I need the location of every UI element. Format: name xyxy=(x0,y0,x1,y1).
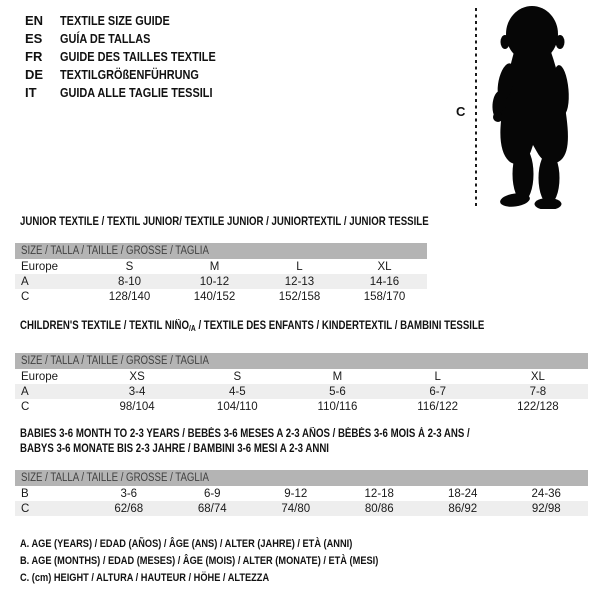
language-row-en xyxy=(25,11,245,29)
baby-silhouette-icon xyxy=(485,4,580,209)
size-cell: XL xyxy=(377,260,392,273)
table-row xyxy=(15,259,427,274)
row-label: Europe xyxy=(21,260,59,273)
size-header-bar: SIZE / TALLA / TAILLE / GRÖSSE / TAGLIA xyxy=(15,353,588,369)
size-cell: 74/80 xyxy=(281,502,311,515)
table-row xyxy=(15,274,427,289)
language-label: GUÍA DE TALLAS xyxy=(60,30,151,46)
language-row-it xyxy=(25,83,245,101)
size-cell: 7-8 xyxy=(529,385,547,398)
babies-textile-section xyxy=(15,427,588,516)
table-row xyxy=(15,289,427,304)
table-row xyxy=(15,486,588,501)
table-row xyxy=(15,501,588,516)
size-cell: M xyxy=(209,260,220,273)
junior-textile-section xyxy=(15,215,427,304)
size-cell: 80/86 xyxy=(364,502,394,515)
size-cell: 158/170 xyxy=(363,290,406,303)
note-c: C. (cm) HEIGHT / ALTURA / HAUTEUR / HÖHE / ALTEZZA xyxy=(20,572,270,584)
size-cell: 10-12 xyxy=(199,275,230,288)
row-label: C xyxy=(21,400,30,413)
size-cell: L xyxy=(434,370,441,383)
language-code: EN xyxy=(25,12,44,28)
row-label: C xyxy=(21,502,30,515)
baby-figure-area xyxy=(440,0,590,215)
size-header-bar: SIZE / TALLA / TAILLE / GRÖSSE / TAGLIA xyxy=(15,470,588,486)
children-textile-section xyxy=(15,319,588,414)
size-cell: 5-6 xyxy=(329,385,346,398)
legend-notes xyxy=(20,536,447,587)
language-row-fr xyxy=(25,47,245,65)
language-row-es xyxy=(25,29,245,47)
row-label: A xyxy=(21,275,29,288)
height-measure-label: C xyxy=(456,104,466,119)
language-label: TEXTILE SIZE GUIDE xyxy=(60,12,170,28)
row-label: Europe xyxy=(21,370,59,383)
size-cell: 3-4 xyxy=(128,385,146,398)
size-cell: XS xyxy=(129,370,145,383)
size-cell: 6-9 xyxy=(203,487,221,500)
section-title: CHILDREN'S TEXTILE / TEXTIL NIÑO/A / TEXTILE DES ENFANTS / KINDERTEXTIL / BAMBINI TESSILE xyxy=(20,320,485,333)
size-cell: 3-6 xyxy=(120,487,138,500)
note-b: B. AGE (MONTHS) / EDAD (MESES) / ÂGE (MOIS) / ALTER (MONATE) / ETÀ (MESI) xyxy=(20,555,379,567)
size-cell: 4-5 xyxy=(228,385,246,398)
table-row xyxy=(15,399,588,414)
size-cell: 104/110 xyxy=(216,400,258,413)
table-row xyxy=(15,384,588,399)
size-cell: 152/158 xyxy=(278,290,321,303)
section-title: BABIES 3-6 MONTH TO 2-3 YEARS / BEBÉS 3-6 MESES A 2-3 AÑOS / BÉBÉS 3-6 MOIS À 2-3 ANS / xyxy=(20,428,470,440)
size-cell: 122/128 xyxy=(517,400,559,413)
size-header-bar: SIZE / TALLA / TAILLE / GRÖSSE / TAGLIA xyxy=(15,243,427,259)
height-measure-line xyxy=(475,8,477,206)
size-cell: 116/122 xyxy=(417,400,459,413)
babies-size-table xyxy=(15,486,588,516)
size-cell: 110/116 xyxy=(317,400,358,413)
language-label: TEXTILGRÖßENFÜHRUNG xyxy=(60,66,199,82)
language-label: GUIDE DES TAILLES TEXTILE xyxy=(60,48,216,64)
junior-size-table xyxy=(15,259,427,304)
language-label: GUIDA ALLE TAGLIE TESSILI xyxy=(60,84,213,100)
size-cell: L xyxy=(296,260,303,273)
table-row xyxy=(15,369,588,384)
size-cell: 24-36 xyxy=(531,487,561,500)
size-cell: 12-13 xyxy=(284,275,315,288)
language-list xyxy=(25,11,245,101)
section-title-line2: BABYS 3-6 MONATE BIS 2-3 JAHRE / BAMBINI 3-6 MESI A 2-3 ANNI xyxy=(20,443,329,455)
size-cell: 98/104 xyxy=(119,400,155,413)
size-cell: 12-18 xyxy=(364,487,394,500)
size-cell: S xyxy=(125,260,134,273)
size-cell: XL xyxy=(530,370,545,383)
size-cell: 92/98 xyxy=(531,502,561,515)
language-row-de xyxy=(25,65,245,83)
row-label: C xyxy=(21,290,30,303)
language-code: IT xyxy=(25,84,37,100)
language-code: ES xyxy=(25,30,43,46)
row-label: B xyxy=(21,487,29,500)
size-cell: 18-24 xyxy=(448,487,478,500)
size-cell: 62/68 xyxy=(114,502,144,515)
size-cell: M xyxy=(332,370,343,383)
language-code: DE xyxy=(25,66,44,82)
note-a: A. AGE (YEARS) / EDAD (AÑOS) / ÂGE (ANS) / ALTER (JAHRE) / ETÀ (ANNI) xyxy=(20,538,353,550)
size-cell: 86/92 xyxy=(448,502,478,515)
size-cell: S xyxy=(233,370,242,383)
size-cell: 128/140 xyxy=(108,290,151,303)
row-label: A xyxy=(21,385,29,398)
size-cell: 8-10 xyxy=(117,275,142,288)
children-size-table xyxy=(15,369,588,414)
size-cell: 6-7 xyxy=(429,385,446,398)
size-cell: 14-16 xyxy=(369,275,400,288)
section-title: JUNIOR TEXTILE / TEXTIL JUNIOR/ TEXTILE JUNIOR / JUNIORTEXTIL / JUNIOR TESSILE xyxy=(20,216,429,228)
size-cell: 68/74 xyxy=(197,502,227,515)
language-code: FR xyxy=(25,48,43,64)
size-cell: 140/152 xyxy=(193,290,236,303)
size-cell: 9-12 xyxy=(284,487,308,500)
